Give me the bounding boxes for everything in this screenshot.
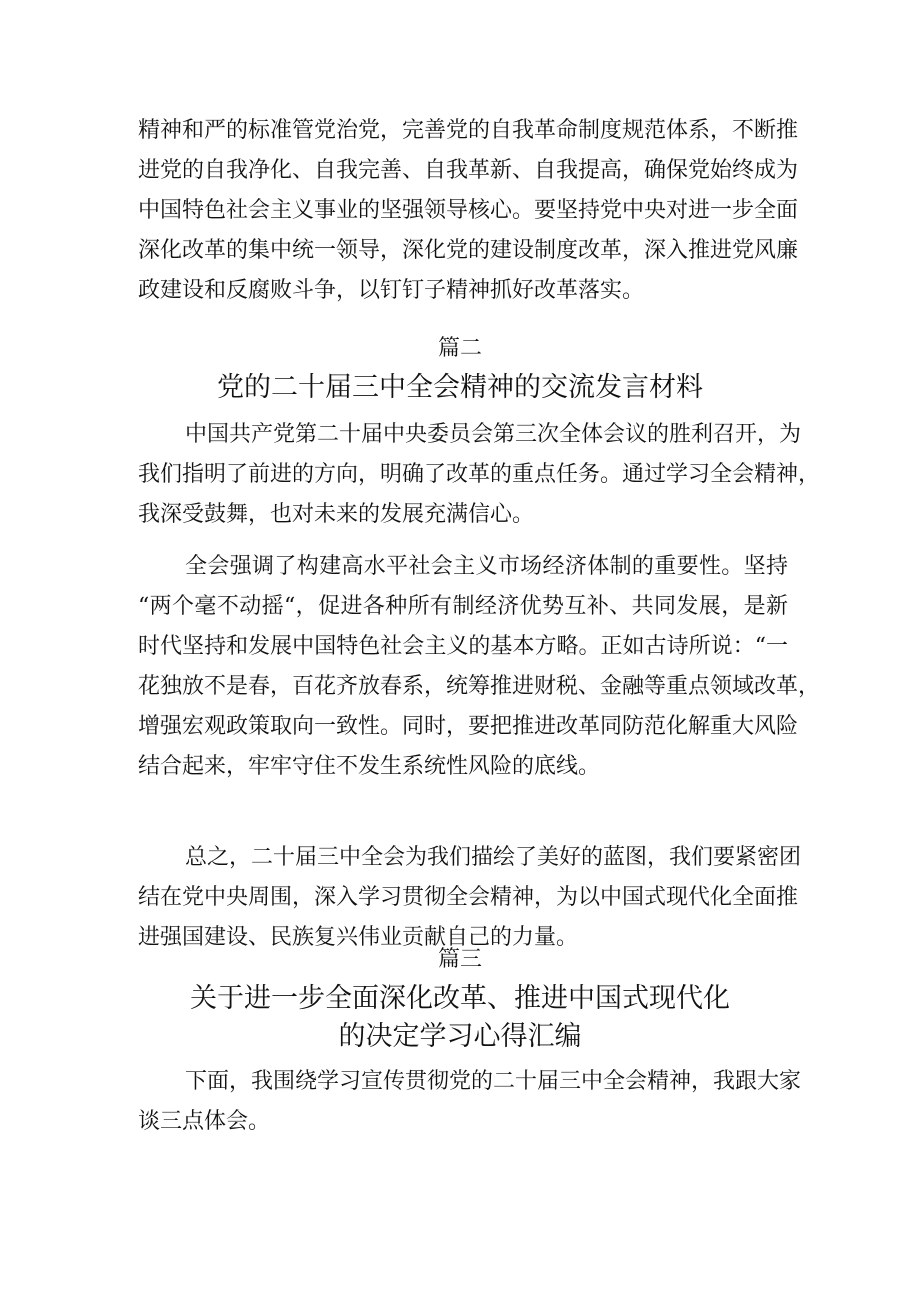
section3-label: 篇三	[437, 947, 482, 972]
paragraph-line: 精神和严的标准管党治党，完善党的自我革命制度规范体系，不断推	[138, 118, 799, 143]
section3-title-line: 关于进一步全面深化改革、推进中国式现代化	[190, 983, 730, 1014]
section2-paragraph-1	[138, 415, 821, 535]
section2-title	[0, 369, 920, 407]
paragraph-line: 花独放不是春，百花齐放春系，统筹推进财税、金融等重点领域改革，	[138, 674, 821, 699]
paragraph-line: “两个毫不动摇“，促进各种所有制经济优势互补、共同发展，是新	[138, 594, 788, 619]
paragraph-line: 我深受鼓舞，也对未来的发展充满信心。	[138, 502, 535, 527]
paragraph-line: 进强国建设、民族复兴伟业贡献自己的力量。	[138, 925, 579, 950]
section2-title-text: 党的二十届三中全会精神的交流发言材料	[217, 372, 703, 403]
paragraph-line: 结在党中央周围，深入学习贯彻全会精神，为以中国式现代化全面推	[138, 885, 799, 910]
paragraph-line: 我们指明了前进的方向，明确了改革的重点任务。通过学习全会精神，	[138, 462, 821, 487]
paragraph-line: 进党的自我净化、自我完善、自我革新、自我提高，确保党始终成为	[138, 158, 799, 183]
section2-label: 篇二	[437, 336, 482, 361]
section2-paragraph-3	[138, 838, 802, 958]
paragraph-line: 中国共产党第二十届中央委员会第三次全体会议的胜利召开，为	[185, 422, 802, 447]
paragraph-line: 全会强调了构建高水平社会主义市场经济体制的重要性。坚持	[185, 554, 788, 579]
paragraph-line: 中国特色社会主义事业的坚强领导核心。要坚持党中央对进一步全面	[138, 198, 799, 223]
paragraph-line: 结合起来，牢牢守住不发生系统性风险的底线。	[138, 754, 601, 779]
section3-title	[0, 980, 920, 1056]
paragraph-line: 谈三点体会。	[138, 1109, 271, 1134]
section3-title-line: 的决定学习心得汇编	[338, 1021, 582, 1052]
paragraph-line: 下面，我围绕学习宣传贯彻党的二十届三中全会精神，我跟大家	[185, 1069, 802, 1094]
section2-paragraph-2	[138, 547, 821, 787]
paragraph-line: 增强宏观政策取向一致性。同时，要把推进改革同防范化解重大风险	[138, 714, 799, 739]
paragraph-line: 深化改革的集中统一领导，深化党的建设制度改革，深入推进党风廉	[138, 238, 799, 263]
section3-paragraph-1	[138, 1062, 802, 1142]
paragraph-line: 政建设和反腐败斗争，以钉钉子精神抓好改革落实。	[138, 278, 645, 303]
intro-paragraph	[138, 111, 799, 311]
paragraph-line: 时代坚持和发展中国特色社会主义的基本方略。正如古诗所说：“一	[138, 634, 788, 659]
paragraph-line: 总之，二十届三中全会为我们描绘了美好的蓝图，我们要紧密团	[185, 845, 802, 870]
